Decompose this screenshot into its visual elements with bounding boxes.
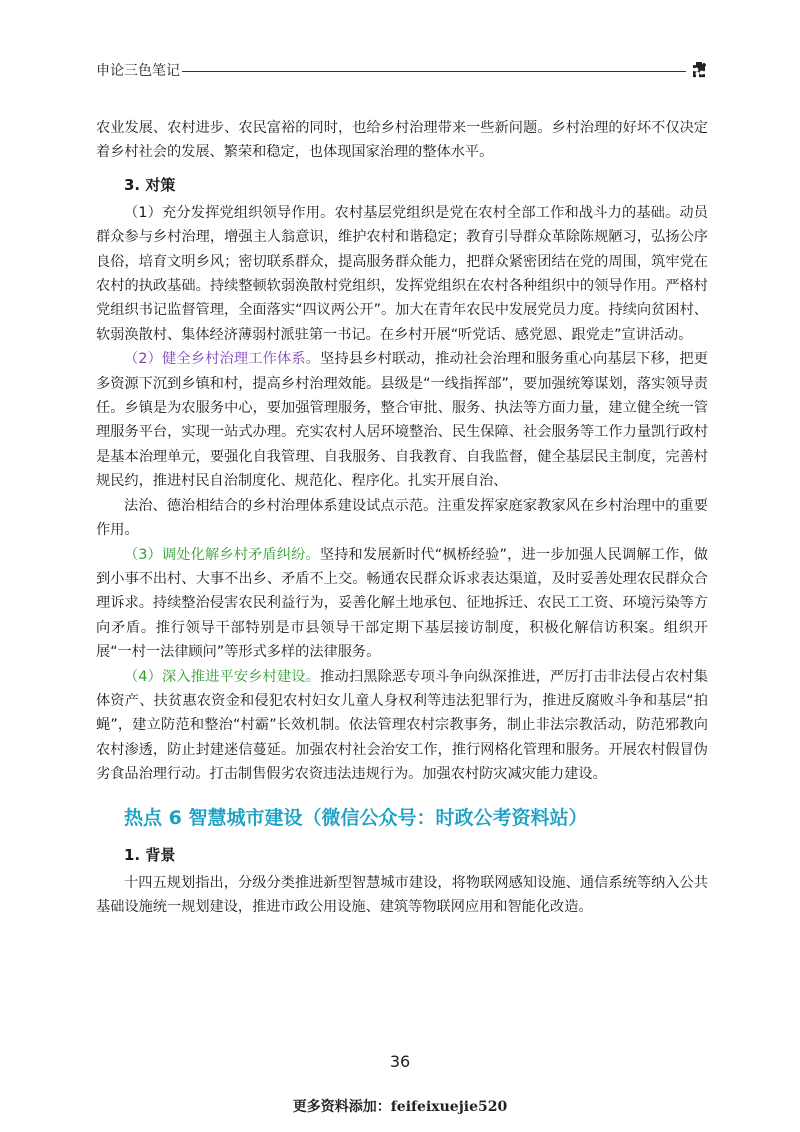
measure-3-text: 坚持和发展新时代“枫桥经验”，进一步加强人民调解工作，做到小事不出村、大事不出乡、矛盾不上交。畅通农民群众诉求表达渠道，及时妥善处理农民群众合理诉求。持续整治侵害农民利益行为，妥善化解土地承包、征地拆迁、农民工工资、环境污染等方向矛盾。推行领导干部特别是市县领导干部定期下基层接访制度，积极化解信访积案。组织开展“一村一法律顾问”等形式多样的法律服务。 bbox=[96, 546, 708, 661]
measure-4-heading: （4）深入推进平安乡村建设。 bbox=[124, 668, 321, 685]
measure-3-heading: （3）调处化解乡村矛盾纠纷。 bbox=[124, 546, 320, 563]
measure-4-text: 推动扫黑除恶专项斗争向纵深推进，严厉打击非法侵占农村集体资产、扶贫惠农资金和侵犯农村妇女儿童人身权利等违法犯罪行为，推进反腐败斗争和基层“拍蝇”，建立防范和整治“村霸”长效机制。依法管理农村宗教事务，制止非法宗教活动，防范邪教向农村渗透，防止封建迷信蔓延。加强农村社会治安工作，推行网格化管理和服务。开展农村假冒伪劣食品治理行动。打击制售假劣农资违法违规行为。加强农村防灾减灾能力建设。 bbox=[96, 668, 708, 783]
page-number: 36 bbox=[389, 1052, 411, 1071]
measure-2-text: 坚持县乡村联动，推动社会治理和服务重心向基层下移，把更多资源下沉到乡镇和村，提高乡村治理效能。县级是“一线指挥部”，要加强统筹谋划，落实领导责任。乡镇是为农服务中心，要加强管理服务，整合审批、服务、执法等方面力量，建立健全统一管理服务平台，实现一站式办理。充实农村人居环境整治、民生保障、社会服务等工作力量凯行政村是基本治理单元，要强化自我管理、自我服务、自我教育、自我监督，健全基层民主制度，完善村规民约，推进村民自治制度化、规范化、程序化。扎实开展自治、 bbox=[96, 351, 708, 490]
section-heading-countermeasures: 3. 对策 bbox=[124, 175, 176, 194]
header-title: 申论三色笔记 bbox=[96, 63, 180, 79]
measure-2-heading: （2）健全乡村治理工作体系。 bbox=[124, 351, 321, 368]
footer-note: 更多资料添加：feifeixuejie520 bbox=[292, 1099, 508, 1115]
header-rule bbox=[182, 71, 686, 72]
puzzle-icon bbox=[690, 60, 708, 78]
measure-3 bbox=[96, 543, 708, 665]
page-header bbox=[96, 62, 708, 82]
measure-1: （1）充分发挥党组织领导作用。农村基层党组织是党在农村全部工作和战斗力的基础。动员群众参与乡村治理，增强主人翁意识，维护农村和谐稳定；教育引导群众革除陈规陋习，弘扬公序良俗，培育文明乡风；密切联系群众，提高服务群众能力，把群众紧密团结在党的周围，筑牢党在农村的执政基础。持续整顿软弱涣散村党组织，发挥党组织在农村各种组织中的领导作用。严格村党组织书记监督管理，全面落实“四议两公开”。加大在青年农民中发展党员力度。持续向贫困村、软弱涣散村、集体经济薄弱村派驻第一书记。在乡村开展“听党话、感党恩、跟党走”宣讲活动。 bbox=[96, 204, 708, 343]
measure-4 bbox=[96, 665, 708, 787]
measure-2-continued: 法治、德治相结合的乡村治理体系建设试点示范。注重发挥家庭家教家风在乡村治理中的重要作用。 bbox=[96, 497, 708, 539]
paragraph: 农业发展、农村进步、农民富裕的同时，也给乡村治理带来一些新问题。乡村治理的好坏不仅决定着乡村社会的发展、繁荣和稳定，也体现国家治理的整体水平。 bbox=[96, 120, 708, 161]
hot-topic-title: 热点 6 智慧城市建设（微信公众号：时政公考资料站） bbox=[124, 806, 588, 829]
section-heading-background: 1. 背景 bbox=[124, 845, 176, 864]
measure-2 bbox=[96, 347, 708, 493]
background-paragraph: 十四五规划指出，分级分类推进新型智慧城市建设，将物联网感知设施、通信系统等纳入公共基础设施统一规划建设，推进市政公用设施、建筑等物联网应用和智能化改造。 bbox=[96, 874, 708, 915]
document-body bbox=[96, 116, 708, 919]
